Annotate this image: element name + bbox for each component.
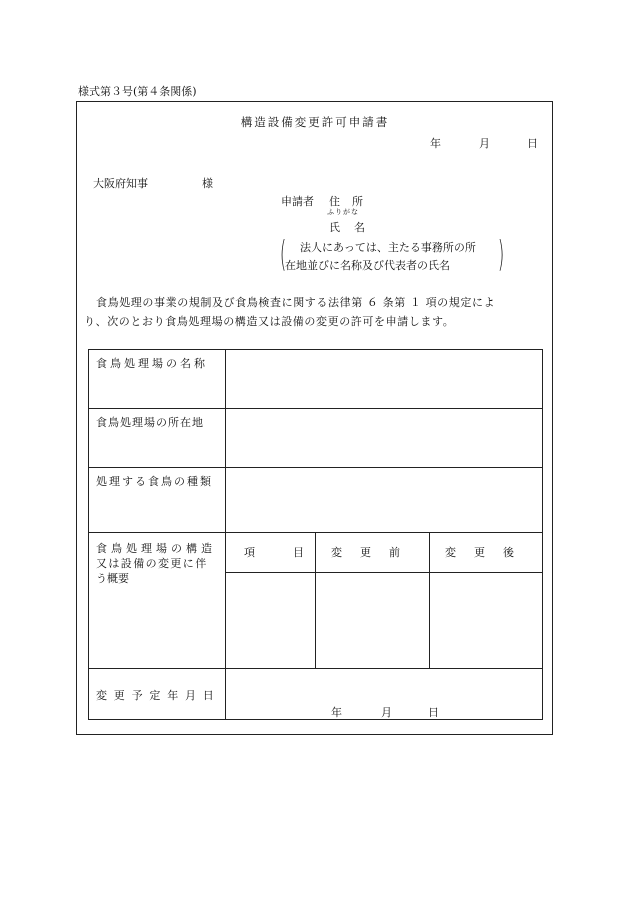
body-text-line1: 食鳥処理の事業の規制及び食鳥検査に関する法律第 ６ 条第 １ 項の規定によ	[96, 296, 496, 309]
row-label-facility-location: 食鳥処理場の所在地	[96, 416, 204, 429]
addressee-name: 大阪府知事	[93, 177, 148, 190]
subheader-after: 変更後	[445, 546, 532, 559]
document-title: 構造設備変更許可申請書	[240, 115, 390, 129]
table-label-divider	[225, 349, 226, 720]
applicant-address-label: 住所	[329, 195, 375, 208]
applicant-note-line2: 在地並びに名称及び代表者の氏名	[285, 259, 450, 272]
table-subheader-divider	[225, 572, 543, 573]
table-date-month: 月	[381, 706, 392, 719]
date-month-label: 月	[479, 137, 490, 150]
row-label-facility-name: 食鳥処理場の名称	[96, 357, 208, 370]
row-label-change-line1: 食鳥処理場の構造	[96, 542, 216, 555]
body-text-line2: り、次のとおり食鳥処理場の構造又は設備の変更の許可を申請します。	[84, 315, 455, 328]
table-date-day: 日	[428, 706, 439, 719]
applicant-name-label: 氏名	[329, 221, 379, 234]
table-row-divider	[88, 467, 543, 468]
applicant-label: 申請者	[281, 195, 314, 208]
note-close-paren: )	[497, 234, 505, 275]
subheader-before: 変更前	[331, 546, 418, 559]
form-reference: 様式第３号(第４条関係)	[78, 85, 197, 98]
table-subcol-divider	[429, 532, 430, 668]
row-label-change-line3: う概要	[96, 572, 129, 585]
note-open-paren: (	[279, 234, 287, 275]
table-row-divider	[88, 408, 543, 409]
table-date-year: 年	[331, 706, 342, 719]
row-label-poultry-kind: 処理する食鳥の種類	[96, 475, 213, 488]
applicant-note-line1: 法人にあっては、主たる事務所の所	[300, 241, 476, 254]
row-label-change-line2: 又は設備の変更に伴	[96, 557, 208, 570]
addressee-honorific: 様	[202, 177, 213, 190]
date-year-label: 年	[430, 137, 441, 150]
date-day-label: 日	[527, 137, 538, 150]
subheader-item: 項目	[244, 546, 342, 559]
applicant-furigana: ふりがな	[327, 208, 359, 216]
table-row-divider	[88, 668, 543, 669]
row-label-planned-date: 変更予定年月日	[96, 689, 221, 702]
